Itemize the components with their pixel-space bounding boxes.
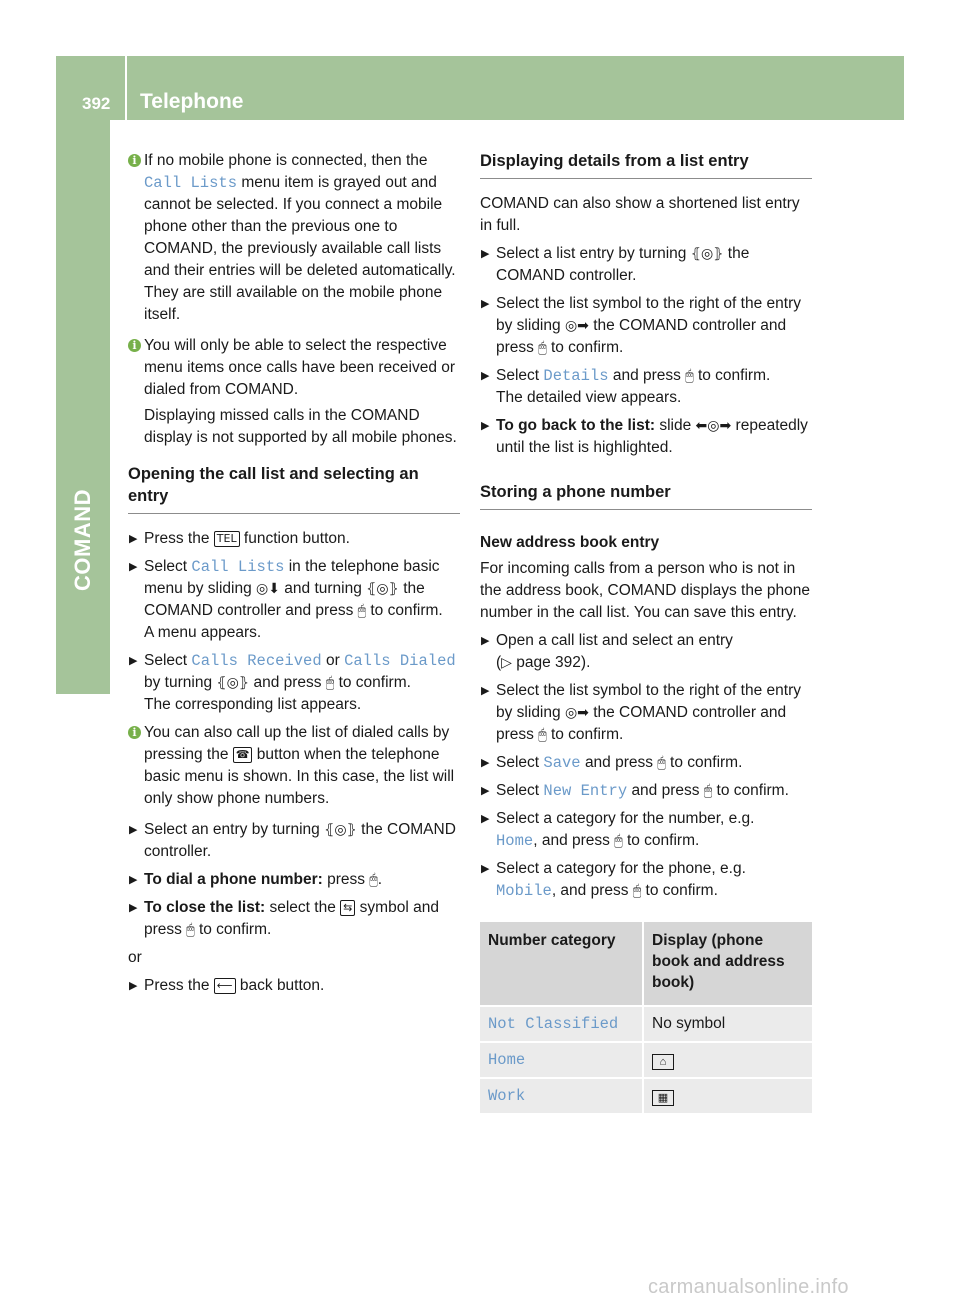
step-item: ▶ Select the list symbol to the right of the entry by sliding ◎➡ the COMAND controller and press 🖱 to confirm. (481, 682, 801, 743)
arrow-icon: ▶ (481, 685, 490, 697)
section-heading: Displaying details from a list entry (480, 150, 812, 179)
slide-down-icon: ◎⬇ (256, 581, 280, 597)
arrow-icon: ▶ (481, 757, 490, 769)
page-ref-icon: ▷ (501, 655, 512, 671)
watermark: carmanualsonline.info (648, 1276, 849, 1298)
press-icon: 🖱 (614, 833, 623, 849)
info-note: i If no mobile phone is connected, then the Call Lists menu item is grayed out and cannot be selected. If you connect a mobile phone other than the previous one to COMAND, the previously available call lists and their entries will be deleted automatically. They are still available on the mobile phone itself. (128, 150, 460, 326)
press-icon: 🖱 (703, 783, 713, 799)
arrow-icon: ▶ (481, 298, 490, 310)
step-item: ▶ Select an entry by turning ⦃◎⦄ the COMAND controller. (129, 821, 456, 860)
table-header: Display (phone book and address book) (643, 922, 812, 1006)
step-item: ▶ Select Call Lists in the telephone basic menu by sliding ◎⬇ and turning ⦃◎⦄ the COMAND controller and press 🖱 to confirm. A menu appears. (129, 558, 443, 641)
section-title: Telephone (140, 90, 244, 113)
step-item: ▶ To dial a phone number: press 🖱. (128, 869, 460, 891)
table-header-row (480, 922, 812, 1006)
press-icon: 🖱 (657, 755, 666, 771)
slide-right-icon: ◎➡ (564, 705, 589, 721)
menu-item-code: Home (496, 832, 534, 850)
press-icon: 🖱 (369, 872, 378, 888)
press-icon: 🖱 (632, 883, 642, 899)
info-icon: i (128, 339, 141, 352)
step-item: ▶ Press the ⟵ back button. (128, 975, 460, 997)
arrow-icon: ▶ (129, 533, 138, 545)
menu-item-code: Calls Dialed (344, 652, 456, 670)
press-icon: 🖱 (685, 368, 694, 384)
arrow-icon: ▶ (129, 561, 138, 573)
info-note: i You can also call up the list of dialed calls by pressing the ☎ button when the telephone basic menu is shown. In this case, the list will only show phone numbers. (128, 722, 460, 810)
menu-item-code: Details (543, 367, 609, 385)
slide-right-icon: ◎➡ (564, 318, 589, 334)
menu-item-code: Call Lists (191, 558, 285, 576)
table-row (480, 1042, 812, 1078)
intro-text: COMAND can also show a shortened list entry in full. (480, 195, 800, 234)
press-icon: 🖱 (325, 675, 335, 691)
section-heading: Opening the call list and selecting an entry (128, 463, 460, 514)
turn-icon: ⦃◎⦄ (690, 246, 724, 262)
step-item: ▶ Select a category for the number, e.g. Home, and press 🖱 to confirm. (481, 810, 755, 850)
category-table (480, 922, 812, 1115)
turn-icon: ⦃◎⦄ (216, 675, 250, 691)
press-icon: 🖱 (186, 922, 195, 938)
slide-left-right-icon: ⬅◎➡ (695, 418, 732, 434)
table-header: Number category (480, 922, 643, 1006)
menu-item-code: Save (543, 754, 581, 772)
step-item: ▶ Select a list entry by turning ⦃◎⦄ the COMAND controller. (481, 245, 750, 284)
menu-item-code: Calls Received (191, 652, 322, 670)
arrow-icon: ▶ (129, 874, 138, 886)
press-icon: 🖱 (538, 340, 547, 356)
step-item: ▶ Select Details and press 🖱 to confirm. The detailed view appears. (481, 367, 771, 406)
step-item: ▶ To close the list: select the ⇆ symbol and press 🖱 to confirm. (129, 899, 439, 938)
turn-icon: ⦃◎⦄ (324, 822, 357, 838)
step-item: ▶ Select Calls Received or Calls Dialed by turning ⦃◎⦄ and press 🖱 to confirm. The corresponding list appears. (129, 652, 456, 713)
arrow-icon: ▶ (481, 863, 490, 875)
right-column (480, 150, 812, 1115)
arrow-icon: ▶ (129, 980, 138, 992)
menu-item-code: Mobile (496, 882, 552, 900)
phone-button-icon: ☎ (233, 747, 253, 763)
or-text: or (128, 949, 142, 966)
step-item: ▶ Select New Entry and press 🖱 to confirm. (481, 782, 789, 800)
work-icon: ▦ (652, 1090, 674, 1106)
table-row (480, 1078, 812, 1114)
home-icon: ⌂ (652, 1054, 674, 1070)
corner-block (56, 641, 110, 694)
step-item: ▶ Press the TEL function button. (128, 528, 460, 550)
display-cell: No symbol (643, 1006, 812, 1042)
step-item: ▶ Select a category for the phone, e.g. Mobile, and press 🖱 to confirm. (481, 860, 746, 900)
category-code: Home (488, 1051, 526, 1069)
arrow-icon: ▶ (129, 655, 138, 667)
step-item: ▶ Select the list symbol to the right of the entry by sliding ◎➡ the COMAND controller and press 🖱 to confirm. (481, 295, 801, 356)
press-icon: 🖱 (357, 603, 367, 619)
menu-item-code: Call Lists (144, 174, 238, 192)
table-row (480, 1006, 812, 1042)
arrow-icon: ▶ (481, 420, 490, 432)
close-list-icon: ⇆ (340, 900, 355, 916)
intro-text: For incoming calls from a person who is not in the address book, COMAND displays the phone number in the call list. You can save this entry. (480, 560, 810, 621)
arrow-icon: ▶ (129, 902, 138, 914)
turn-icon: ⦃◎⦄ (366, 581, 399, 597)
side-tab-label: COMAND (70, 489, 95, 591)
page-number: 392 (82, 94, 111, 113)
left-column (128, 150, 460, 1003)
step-item: ▶ Select Save and press 🖱 to confirm. (481, 754, 743, 772)
menu-item-code: New Entry (543, 782, 628, 800)
arrow-icon: ▶ (481, 813, 490, 825)
sub-heading: New address book entry (480, 534, 660, 551)
info-note: i You will only be able to select the respective menu items once calls have been received or dialed from COMAND. Displaying missed calls in the COMAND display is not supported by all mobile phones. (128, 335, 460, 449)
arrow-icon: ▶ (481, 785, 490, 797)
press-icon: 🖱 (538, 727, 547, 743)
back-button-icon: ⟵ (214, 978, 236, 994)
category-code: Work (488, 1087, 526, 1105)
info-icon: i (128, 726, 141, 739)
step-item: ▶ To go back to the list: slide ⬅◎➡ repeatedly until the list is highlighted. (481, 417, 808, 456)
arrow-icon: ▶ (481, 370, 490, 382)
info-icon: i (128, 154, 141, 167)
category-code: Not Classified (488, 1015, 619, 1033)
tel-button-icon: TEL (214, 531, 240, 547)
section-heading: Storing a phone number (480, 481, 812, 510)
header-separator (125, 56, 127, 120)
arrow-icon: ▶ (481, 248, 490, 260)
arrow-icon: ▶ (129, 824, 138, 836)
arrow-icon: ▶ (481, 635, 490, 647)
step-item: ▶ Open a call list and select an entry (▷ page 392). (481, 632, 733, 671)
